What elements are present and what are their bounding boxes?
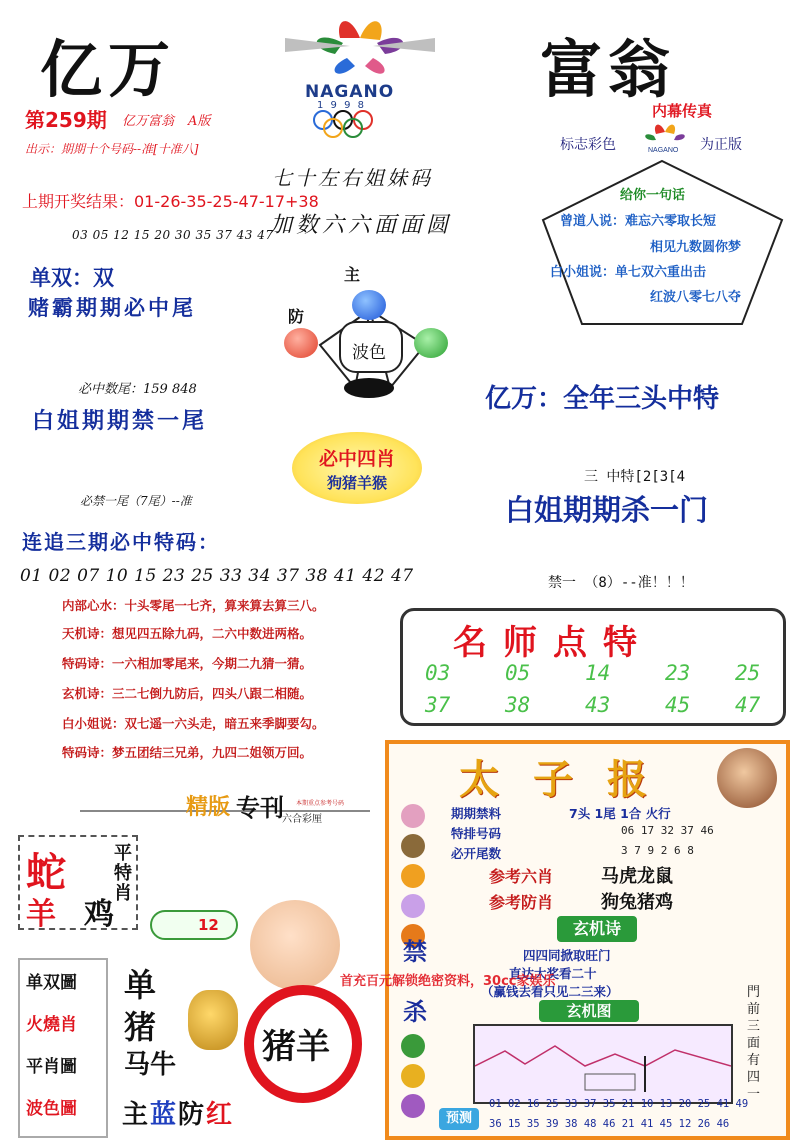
last-result: 上期开奖结果：01-26-35-25-47-17+38 xyxy=(22,192,319,211)
zodiac-c: 鸡 xyxy=(84,897,114,932)
special-edition-a: 精版 xyxy=(186,795,231,820)
taizi-value: 马虎龙鼠 xyxy=(601,866,673,887)
teacher-num: 45 xyxy=(665,693,691,717)
mini-logo-icon xyxy=(634,120,696,160)
zodiac-ox-icon xyxy=(401,834,425,858)
teacher-num: 47 xyxy=(735,693,761,717)
circle-text: 猪羊 xyxy=(262,1027,330,1067)
red-ball-icon xyxy=(284,328,318,358)
diagram-center: 波色 xyxy=(352,343,386,363)
black-ball-icon xyxy=(344,378,394,398)
zodiac-dog-icon xyxy=(401,1094,425,1118)
xuanji-line: 直达大奖看二十 xyxy=(509,966,597,981)
famous-teacher-box xyxy=(400,608,786,726)
kill-door: 白姐期期杀一门 xyxy=(505,493,709,527)
add-number-line: 加数六六面面圆 xyxy=(270,213,453,238)
poem-line: 天机诗：想见四五除九码，二六中数进两格。 xyxy=(62,626,313,641)
forecast-row-1: 01 02 16 25 33 37 35 21 10 13 20 25 41 49 xyxy=(489,1098,749,1110)
teacher-title: 名师点特 xyxy=(453,623,653,663)
taizibao-panel xyxy=(385,740,790,1140)
title-right: 富翁 xyxy=(540,33,677,106)
issue-brand: 亿万富翁 xyxy=(122,114,175,129)
inside-curtain-right: 为正版 xyxy=(700,137,742,153)
side-forbid: 禁 xyxy=(403,938,427,966)
chase-numbers: 01 02 07 10 15 23 25 33 34 37 38 41 42 47 xyxy=(20,566,414,586)
special-head: 三 中特[2[3[4 xyxy=(584,469,686,485)
issue-period: 第259期 xyxy=(25,108,107,132)
taizi-label: 特排号码 xyxy=(451,826,502,841)
special-edition-b: 专刊 xyxy=(236,794,284,822)
taizi-label: 必开尾数 xyxy=(451,846,502,861)
xuanji-line: 四四同掀取旺门 xyxy=(523,948,611,963)
chart-col-item: 波色圖 xyxy=(26,1099,77,1119)
zodiac-goat-icon xyxy=(401,1034,425,1058)
chart-mid-b: 猪 xyxy=(124,1008,157,1046)
teacher-num: 14 xyxy=(585,661,611,685)
teacher-num: 05 xyxy=(505,661,531,685)
chart-bottom-a: 主 xyxy=(122,1100,149,1130)
zodiac-side: 平特肖 xyxy=(114,843,132,904)
forbid-tail-note: 必禁一尾（7尾）--准 xyxy=(80,494,192,508)
pentagon-line-1: 曾道人说：难忘六零取长短 xyxy=(560,214,717,229)
teacher-num: 37 xyxy=(425,693,451,717)
zodiac-a: 蛇 xyxy=(26,849,66,896)
green-ball-icon xyxy=(414,328,448,358)
taizi-label: 参考六肖 xyxy=(489,867,554,886)
forecast-row-2: 36 15 35 39 38 48 46 21 41 45 12 26 46 xyxy=(489,1118,730,1130)
teacher-num: 03 xyxy=(425,661,451,685)
chase-title: 连追三期必中特码： xyxy=(22,530,220,554)
teacher-num: 25 xyxy=(735,661,761,685)
chart-bottom-d: 红 xyxy=(206,1100,233,1130)
pentagon-line-4: 红波八零七八夺 xyxy=(650,290,742,305)
cartoon-monk-icon xyxy=(188,990,238,1050)
side-kill: 杀 xyxy=(403,998,427,1026)
four-zodiac-list: 狗猪羊猴 xyxy=(326,474,387,492)
special-edition-tiny: 本期重点参考号码 xyxy=(296,800,345,807)
xuanji-line: （赢钱去看只见二三来） xyxy=(481,984,619,999)
yiwan-slogan: 亿万：全年三头中特 xyxy=(485,384,720,414)
taizibao-title: 太子报 xyxy=(459,756,681,803)
diagram-guard: 防 xyxy=(288,307,305,326)
teacher-num: 43 xyxy=(585,693,611,717)
zodiac-rooster-icon xyxy=(401,1064,425,1088)
issue-version: A版 xyxy=(188,114,211,129)
special-edition-sub: 六合彩厘 xyxy=(282,814,322,825)
cartoon-pig-icon xyxy=(250,900,340,990)
logo-year: 1 9 9 8 xyxy=(317,100,366,111)
tail-line: 赌霸期期必中尾 xyxy=(28,296,196,320)
zodiac-rabbit-icon xyxy=(401,894,425,918)
chart-mid-c: 马牛 xyxy=(124,1050,177,1080)
single-double: 单双：双 xyxy=(30,266,114,290)
poem-line: 特码诗：一六相加零尾来，今期二九猜一猜。 xyxy=(62,656,313,671)
promo-watermark[interactable]: 首充百元解锁绝密资料，30cc家娱乐 xyxy=(340,974,556,989)
inside-curtain-title: 内幕传真 xyxy=(652,102,713,120)
zodiac-tiger-icon xyxy=(401,864,425,888)
must-tail: 必中数尾：159 848 xyxy=(78,382,197,397)
svg-text:NAGANO: NAGANO xyxy=(648,147,679,154)
side-right: 門前三面有四一 xyxy=(747,985,761,1102)
poem-line: 白小姐说：双七遥一六头走，暗五来季脚要勾。 xyxy=(62,716,325,731)
teacher-num: 23 xyxy=(665,661,691,685)
xuanji-pic-label: 玄机图 xyxy=(539,1000,639,1022)
logo-text: NAGANO xyxy=(305,82,395,102)
taizi-value: 06 17 32 37 46 xyxy=(621,824,714,837)
chart-col-item: 平肖圖 xyxy=(26,1057,77,1077)
wave-color-diagram xyxy=(280,260,460,405)
chart-col-box xyxy=(18,958,108,1138)
shield-emblem-icon xyxy=(717,748,777,808)
inside-curtain-left: 标志彩色 xyxy=(560,137,616,153)
forecast-label: 预测 xyxy=(439,1108,479,1130)
chart-col-item: 火燒肖 xyxy=(26,1015,77,1035)
zodiac-tag xyxy=(150,910,238,940)
xuanji-picture xyxy=(473,1024,733,1104)
teacher-num: 38 xyxy=(505,693,531,717)
poem-line: 玄机诗：三二七倒九防后，四头八跟二相随。 xyxy=(62,686,313,701)
four-zodiac-bubble xyxy=(292,432,422,504)
pentagon-line-3: 白小姐说：单七双六重出击 xyxy=(550,265,707,280)
title-left: 亿万 xyxy=(40,33,177,106)
chart-bottom-b: 蓝 xyxy=(150,1100,177,1130)
forbid-one: 禁一 （8）--准！！！ xyxy=(548,575,694,591)
chart-mid-a: 单 xyxy=(124,966,157,1004)
zodiac-b: 羊 xyxy=(26,897,56,932)
quote-pentagon xyxy=(540,158,785,328)
diagram-main: 主 xyxy=(344,265,361,284)
four-zodiac-title: 必中四肖 xyxy=(318,448,395,470)
small-numbers-row: 03 05 12 15 20 30 35 37 43 47 xyxy=(72,228,274,242)
poem-line: 特码诗：梦五团结三兄弟，九四二姐领万回。 xyxy=(62,745,313,760)
poem-line: 内部心水：十头零尾一七齐，算来算去算三八。 xyxy=(62,598,325,613)
pig-sheep-circle xyxy=(244,985,362,1103)
taizi-value: 狗兔猪鸡 xyxy=(601,892,673,913)
blue-ball-icon xyxy=(352,290,386,320)
taizi-value: 7头 1尾 1合 火行 xyxy=(569,806,671,821)
nagano-olympic-logo xyxy=(255,8,465,138)
pentagon-line-2: 相见九数圆你梦 xyxy=(650,240,742,255)
chart-bottom-c: 防 xyxy=(178,1100,205,1130)
pentagon-title: 给你一句话 xyxy=(620,188,686,203)
taizi-label: 期期禁料 xyxy=(451,806,502,821)
issue-out-note: 出示：期期十个号码--准[十准八] xyxy=(25,142,199,156)
chart-middle xyxy=(118,958,248,1138)
zodiac-rat-icon xyxy=(401,804,425,828)
taizi-label: 参考防肖 xyxy=(489,893,554,912)
taizi-value: 3 7 9 2 6 8 xyxy=(621,844,694,857)
white-sister-forbid: 白姐期期禁一尾 xyxy=(32,409,208,434)
xuanji-title: 玄机诗 xyxy=(557,916,637,942)
zodiac-tag-number: 12 xyxy=(198,916,219,934)
chart-col-item: 单双圖 xyxy=(26,973,77,993)
sister-code-line: 七十左右姐妹码 xyxy=(272,166,433,190)
